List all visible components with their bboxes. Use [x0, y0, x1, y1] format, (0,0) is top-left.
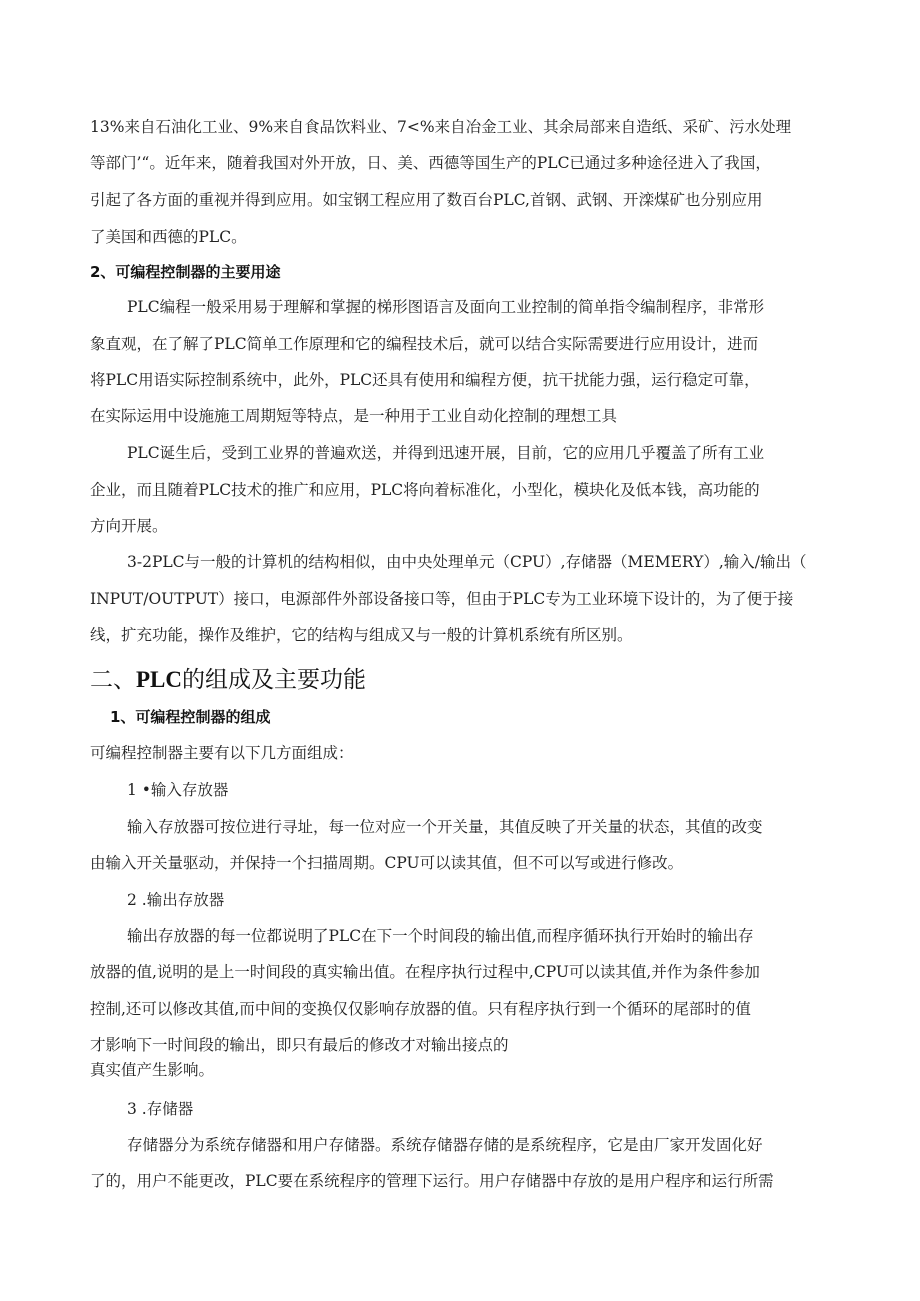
uses-p3-line-2: INPUT/OUTPUT）接口，电源部件外部设备接口等，但由于PLC专为工业环境下设计的，为了便于接: [90, 590, 794, 608]
intro-line-2: 等部门’“。近年来，随着我国对外开放，日、美、西德等国生产的PLC已通过多种途径进入了我国，: [90, 154, 771, 172]
item-2-title: 2 .输出存放器: [127, 891, 225, 909]
composition-intro: 可编程控制器主要有以下几方面组成：: [90, 744, 354, 762]
uses-p2-line-1: PLC诞生后，受到工业界的普遍欢送，并得到迅速开展，目前，它的应用几乎覆盖了所有工业: [127, 444, 765, 462]
item-2-line-1: 输出存放器的每一位都说明了PLC在下一个时间段的输出值,而程序循环执行开始时的输出存: [127, 927, 754, 945]
item-1-line-2: 由输入开关量驱动，并保持一个扫描周期。CPU可以读其值，但不可以写或进行修改。: [90, 854, 684, 872]
chapter-title-plc: PLC: [136, 667, 182, 692]
uses-p1-line-3: 将PLC用语实际控制系统中，此外，PLC还具有使用和编程方便，抗干扰能力强，运行稳定可靠，: [90, 371, 760, 389]
item-3-line-1: 存储器分为系统存储器和用户存储器。系统存储器存储的是系统程序，它是由厂家开发固化好: [127, 1136, 763, 1154]
item-3-title: 3 .存储器: [127, 1100, 194, 1118]
item-1-line-1: 输入存放器可按位进行寻址，每一位对应一个开关量，其值反映了开关量的状态，其值的改变: [127, 818, 763, 836]
item-1-title: 1 •输入存放器: [127, 781, 229, 799]
uses-p2-line-2: 企业，而且随着PLC技术的推广和应用，PLC将向着标准化，小型化，模块化及低本钱，高功能的: [90, 481, 760, 499]
uses-p1-line-4: 在实际运用中设施施工周期短等特点，是一种用于工业自动化控制的理想工具: [90, 407, 618, 425]
uses-p2-line-3: 方向开展。: [90, 517, 168, 535]
item-2-line-4: 才影响下一时间段的输出，即只有最后的修改才对输出接点的: [90, 1036, 509, 1054]
intro-line-4: 了美国和西德的PLC。: [90, 228, 247, 246]
uses-p3-line-3: 线，扩充功能，操作及维护，它的结构与组成又与一般的计算机系统有所区别。: [90, 626, 633, 644]
intro-line-3: 引起了各方面的重视并得到应用。如宝钢工程应用了数百台PLC,首钢、武钢、开滦煤矿也分别应用: [90, 191, 763, 209]
item-2-line-3: 控制,还可以修改其值,而中间的变换仅仅影响存放器的值。只有程序执行到一个循环的尾部时的值: [90, 1000, 751, 1018]
uses-p1-line-1: PLC编程一般采用易于理解和掌握的梯形图语言及面向工业控制的简单指令编制程序，非常形: [127, 298, 765, 316]
item-2-line-5: 真实值产生影响。: [90, 1061, 215, 1079]
uses-p3-line-1: 3-2PLC与一般的计算机的结构相似，由中央处理单元（CPU）,存储器（MEMERY）,输入/输出（: [127, 553, 807, 571]
chapter-title: [90, 665, 366, 695]
item-3-line-2: 了的，用户不能更改，PLC要在系统程序的管理下运行。用户存储器中存放的是用户程序和运行所需: [90, 1172, 774, 1190]
composition-heading: 1、可编程控制器的组成: [110, 708, 271, 726]
uses-p1-line-2: 象直观，在了解了PLC简单工作原理和它的编程技术后，就可以结合实际需要进行应用设计，进而: [90, 335, 759, 353]
intro-line-1: 13%来自石油化工业、9%来自食品饮料业、7<%来自冶金工业、其余局部来自造纸、采矿、污水处理: [90, 118, 792, 136]
chapter-title-suffix: 的组成及主要功能: [182, 667, 366, 693]
section-heading-uses: 2、可编程控制器的主要用途: [90, 263, 281, 281]
item-2-line-2: 放器的值,说明的是上一时间段的真实输出值。在程序执行过程中,CPU可以读其值,并作为条件参加: [90, 963, 760, 981]
chapter-title-prefix: 二、: [90, 667, 136, 693]
